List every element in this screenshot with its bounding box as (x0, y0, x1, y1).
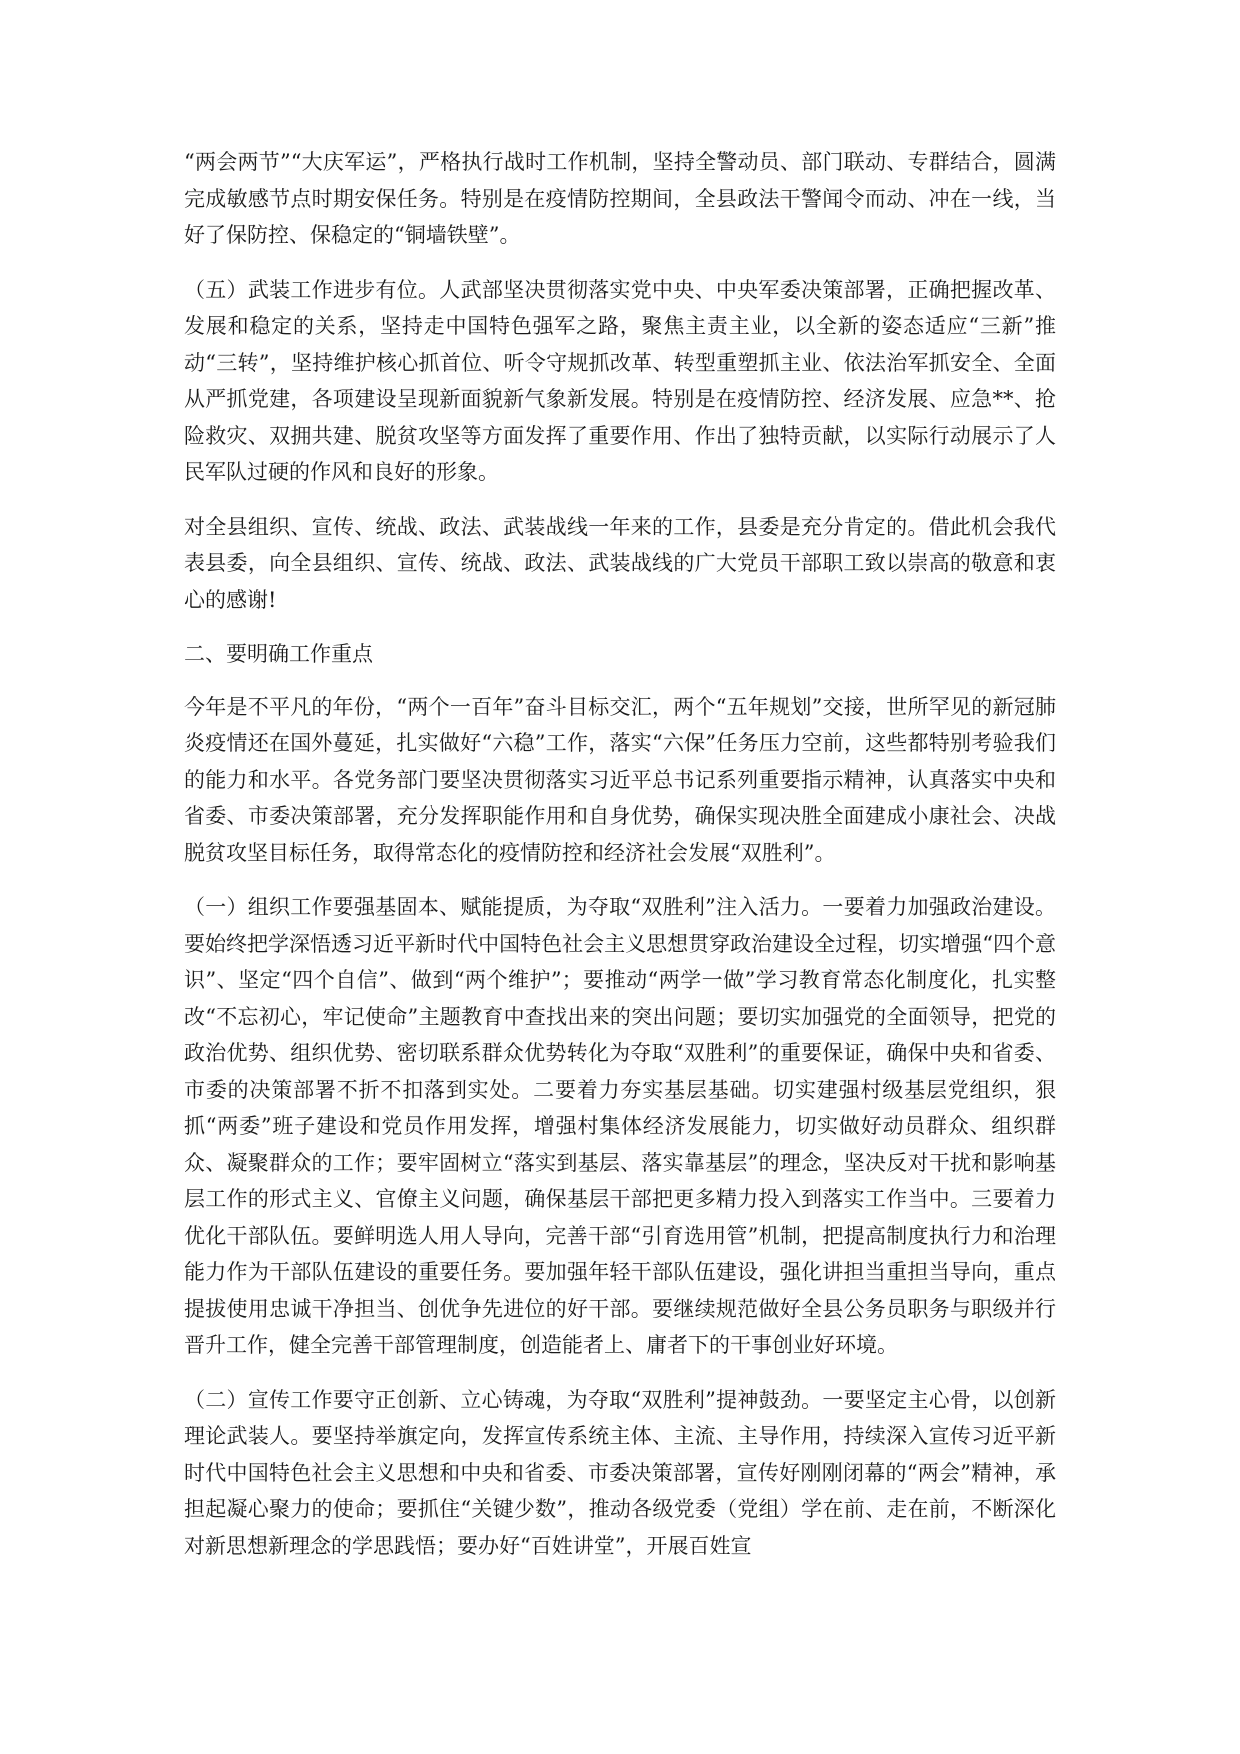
section-heading-work-priorities: 二、要明确工作重点 (184, 642, 373, 666)
paragraph-publicity-work: （二）宣传工作要守正创新、立心铸魂，为夺取“双胜利”提神鼓劲。一要坚定主心骨，以创新理论武装人。要坚持举旗定向，发挥宣传系统主体、主流、主导作用，持续深入宣传习近平新时代中国特色社会主义思想和中央和省委、市委决策部署，宣传好刚刚闭幕的“两会”精神，承担起凝心聚力的使命；要抓住“关键少数”，推动各级党委（党组）学在前、走在前，不断深化对新思想新理念的学思践悟；要办好“百姓讲堂”，开展百姓宣 (184, 1387, 1056, 1558)
paragraph-year-context: 今年是不平凡的年份，“两个一百年”奋斗目标交汇，两个“五年规划”交接，世所罕见的新冠肺炎疫情还在国外蔓延，扎实做好“六稳”工作，落实“六保”任务压力空前，这些都特别考验我们的能力和水平。各党务部门要坚决贯彻落实习近平总书记系列重要指示精神，认真落实中央和省委、市委决策部署，充分发挥职能作用和自身优势，确保实现决胜全面建成小康社会、决战脱贫攻坚目标任务，取得常态化的疫情防控和经济社会发展“双胜利”。 (184, 694, 1056, 865)
paragraph-acknowledgement: 对全县组织、宣传、统战、政法、武装战线一年来的工作，县委是充分肯定的。借此机会我代表县委，向全县组织、宣传、统战、政法、武装战线的广大党员干部职工致以崇高的敬意和衷心的感谢! (184, 514, 1056, 612)
paragraph-security-tasks: “两会两节”“大庆军运”，严格执行战时工作机制，坚持全警动员、部门联动、专群结合，圆满完成敏感节点时期安保任务。特别是在疫情防控期间，全县政法干警闻令而动、冲在一线，当好了保防控、保稳定的“铜墙铁壁”。 (184, 150, 1056, 247)
document-body (184, 144, 1056, 1582)
paragraph-organization-work: （一）组织工作要强基固本、赋能提质，为夺取“双胜利”注入活力。一要着力加强政治建设。要始终把学深悟透习近平新时代中国特色社会主义思想贯穿政治建设全过程，切实增强“四个意识”、坚定“四个自信”、做到“两个维护”；要推动“两学一做”学习教育常态化制度化，扎实整改“不忘初心，牢记使命”主题教育中查找出来的突出问题；要切实加强党的全面领导，把党的政治优势、组织优势、密切联系群众优势转化为夺取“双胜利”的重要保证，确保中央和省委、市委的决策部署不折不扣落到实处。二要着力夯实基层基础。切实建强村级基层党组织，狠抓“两委”班子建设和党员作用发挥，增强村集体经济发展能力，切实做好动员群众、组织群众、凝聚群众的工作；要牢固树立“落实到基层、落实靠基层”的理念，坚决反对干扰和影响基层工作的形式主义、官僚主义问题，确保基层干部把更多精力投入到落实工作当中。三要着力优化干部队伍。要鲜明选人用人导向，完善干部“引育选用管”机制，把提高制度执行力和治理能力作为干部队伍建设的重要任务。要加强年轻干部队伍建设，强化讲担当重担当导向，重点提拔使用忠诚干净担当、创优争先进位的好干部。要继续规范做好全县公务员职务与职级并行晋升工作，健全完善干部管理制度，创造能者上、庸者下的干事创业好环境。 (184, 895, 1056, 1357)
paragraph-armed-forces-work: （五）武装工作进步有位。人武部坚决贯彻落实党中央、中央军委决策部署，正确把握改革、发展和稳定的关系，坚持走中国特色强军之路，聚焦主责主业，以全新的姿态适应“三新”推动“三转”，坚持维护核心抓首位、听令守规抓改革、转型重塑抓主业、依法治军抓安全、全面从严抓党建，各项建设呈现新面貌新气象新发展。特别是在疫情防控、经济发展、应急**、抢险救灾、双拥共建、脱贫攻坚等方面发挥了重要作用、作出了独特贡献，以实际行动展示了人民军队过硬的作风和良好的形象。 (184, 277, 1056, 484)
